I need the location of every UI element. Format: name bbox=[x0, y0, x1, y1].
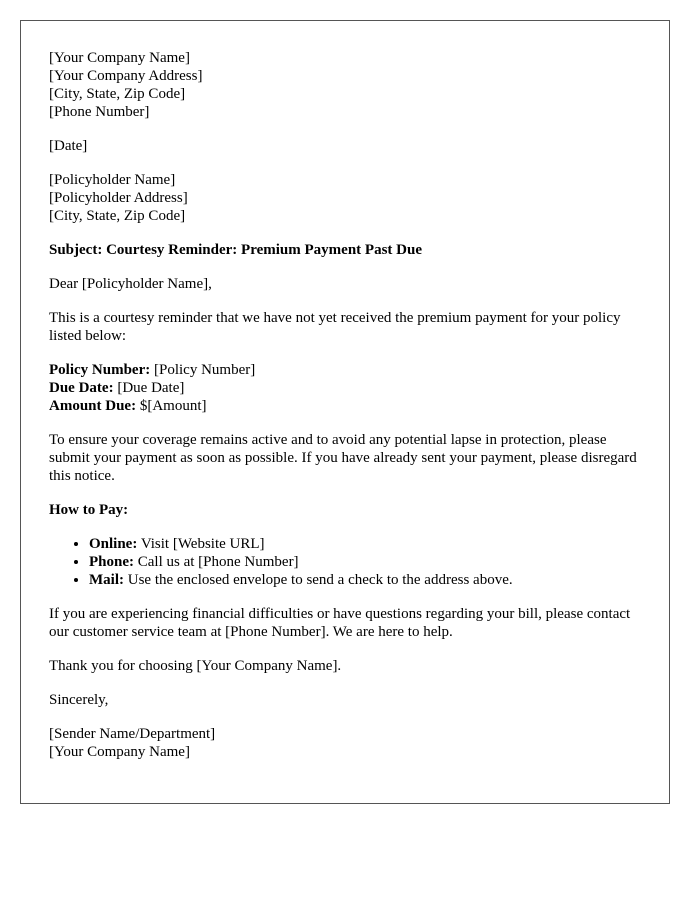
intro-paragraph: This is a courtesy reminder that we have not yet received the premium payment for your policy listed below: bbox=[49, 310, 621, 344]
due-date-value: [Due Date] bbox=[113, 380, 185, 396]
due-date-row bbox=[49, 379, 649, 397]
payment-method-text: Use the enclosed envelope to send a check to the address above. bbox=[124, 572, 513, 588]
payment-method-label: Online: bbox=[89, 536, 138, 552]
amount-due-row bbox=[49, 397, 649, 415]
coverage-paragraph: To ensure your coverage remains active and to avoid any potential lapse in protection, please submit your payment as soon as possible. If you have already sent your payment, please disregard this notice. bbox=[49, 432, 637, 484]
thanks-line: Thank you for choosing [Your Company Name]. bbox=[49, 658, 342, 674]
signature-sender-name: [Sender Name/Department] bbox=[49, 726, 216, 742]
policy-details bbox=[49, 361, 649, 415]
payment-method-mail bbox=[89, 571, 649, 589]
letter-date: [Date] bbox=[49, 138, 88, 154]
how-to-pay-heading bbox=[49, 501, 649, 519]
policy-number-value: [Policy Number] bbox=[150, 362, 256, 378]
payment-method-label: Phone: bbox=[89, 554, 134, 570]
recipient-name: [Policyholder Name] bbox=[49, 172, 176, 188]
sender-phone: [Phone Number] bbox=[49, 104, 150, 120]
sender-city-state-zip: [City, State, Zip Code] bbox=[49, 86, 186, 102]
payment-methods-list bbox=[49, 535, 649, 589]
how-to-pay-heading-text: How to Pay: bbox=[49, 502, 129, 518]
signature-company-name: [Your Company Name] bbox=[49, 744, 190, 760]
policy-number-row bbox=[49, 361, 649, 379]
amount-due-value: $[Amount] bbox=[136, 398, 207, 414]
closing: Sincerely, bbox=[49, 692, 109, 708]
salutation: Dear [Policyholder Name], bbox=[49, 276, 212, 292]
payment-method-label: Mail: bbox=[89, 572, 124, 588]
recipient-city-state-zip: [City, State, Zip Code] bbox=[49, 208, 186, 224]
signature-block bbox=[49, 725, 649, 761]
payment-method-text: Visit [Website URL] bbox=[137, 536, 265, 552]
payment-method-text: Call us at [Phone Number] bbox=[134, 554, 299, 570]
sender-address-block bbox=[49, 49, 649, 121]
sender-company-name: [Your Company Name] bbox=[49, 50, 190, 66]
due-date-label: Due Date: bbox=[49, 380, 114, 396]
policy-number-label: Policy Number: bbox=[49, 362, 151, 378]
payment-method-online bbox=[89, 535, 649, 553]
recipient-address-block bbox=[49, 171, 649, 225]
subject-line: Subject: Courtesy Reminder: Premium Payment Past Due bbox=[49, 242, 422, 258]
difficulties-paragraph: If you are experiencing financial difficulties or have questions regarding your bill, please contact our customer service team at [Phone Number]. We are here to help. bbox=[49, 606, 631, 640]
sender-company-address: [Your Company Address] bbox=[49, 68, 203, 84]
payment-method-phone bbox=[89, 553, 649, 571]
recipient-address: [Policyholder Address] bbox=[49, 190, 188, 206]
amount-due-label: Amount Due: bbox=[49, 398, 137, 414]
letter bbox=[20, 20, 670, 804]
